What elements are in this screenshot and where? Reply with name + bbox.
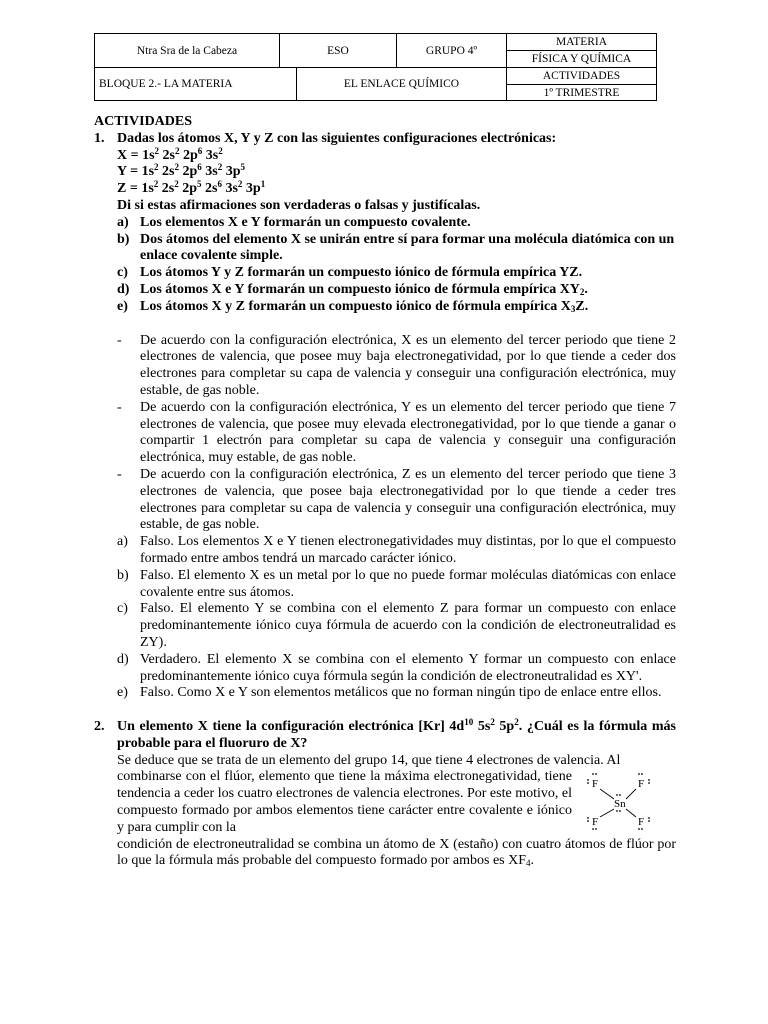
config-y: $Y = 1s^2$ $2s^2$ $2p^6$ $3s^2$ $3p^5$ [117,162,246,180]
question-2 [94,719,676,753]
spacer [94,316,676,333]
answer-c: c) Falso. El elemento Y se combina con el elemento Z para formar un compuesto con enlace predominantemente iónico cuya fórmula de acuerdo con la condición de electroneutralidad es ZY). [117,601,676,650]
statement-list [94,215,676,316]
instruction: Di si estas afirmaciones son verdaderas o falsas y justifícalas. [117,197,481,213]
explanation-y: - De acuerdo con la configuración electrónica, Y es un elemento del tercer periodo que tiene 7 electrones de valencia, que posee muy elevada electronegatividad, por lo que tiende a ganar o compartir 1 electrón para completar su capa de valencia y conseguir una configuración electrónica, muy estable, de gas noble. [117,399,676,466]
sncl4-lewis-structure [586,769,676,831]
statement-a: a) Los elementos X e Y formarán un compuesto covalente. [117,214,471,230]
answer-d: d) Verdadero. El elemento X se combina con el elemento Y formar un compuesto con enlace predominantemente iónico cuya fórmula según la condición de electroneutralidad es XY'. [117,651,676,684]
question-prompt: Dadas los átomos X, Y y Z con las siguientes configuraciones electrónicas: [117,130,557,146]
answer-tail: condición de electroneutralidad se combina un átomo de X (estaño) con cuatro átomos de flúor por lo que la fórmula más probable del compuesto formado por ambos es $XF_4$. [117,836,676,869]
header-school: Ntra Sra de la Cabeza [136,44,238,57]
statement-c: c) Los átomos Y y Z formarán un compuesto iónico de fórmula empírica YZ. [117,265,583,281]
question-1 [94,131,676,148]
header-level: ESO [327,44,349,57]
statement-e: e) Los átomos X y Z formarán un compuesto iónico de fórmula empírica $X_3Z$. [117,298,589,314]
header-block: BLOQUE 2.- LA MATERIA [99,78,233,90]
fluorine-atom: F [638,777,645,790]
answer-wrapped-text: combinarse con el flúor, elemento que tiene la máxima electronegatividad, tiene tendencia a ceder los cuatro electrones de valencia electrones. Por este motivo, el compuesto formado por ambos elementos tiene carácter entre covalente e iónico y para cumplir con la [117,769,572,835]
header-topic: EL ENLACE QUÍMICO [343,78,460,90]
question-number: 1. [94,130,105,146]
answer-e: e) Falso. Como X e Y son elementos metálicos que no forman ningún tipo de enlace entre ellos. [117,685,662,701]
header-table [94,33,657,101]
explanation-x: - De acuerdo con la configuración electrónica, X es un elemento del tercer periodo que tiene 2 electrones de valencia, que posee muy baja electronegatividad, por lo que tiende a ceder dos electrones para completar su capa de valencia y conseguir una configuración electrónica, muy estable, de gas noble. [117,332,676,398]
answer-a: a) Falso. Los elementos X e Y tienen electronegatividades muy distintas, por lo que el compuesto formado entre ambos tendrá un marcado carácter iónico. [117,534,676,566]
question-2-answer [94,753,676,871]
document-body [94,114,676,870]
tin-atom: Sn [614,797,626,810]
section-title: ACTIVIDADES [94,114,193,129]
question-prompt: Un elemento X tiene la configuración electrónica [Kr] $4d^{10}$ $5s^2$ $5p^2$. ¿Cuál es la fórmula más probable para el fluoruro de X? [117,717,677,751]
question-number: 2. [94,719,105,735]
answer-line: Se deduce que se trata de un elemento del grupo 14, que tiene 4 electrones de valencia. Al [117,752,621,768]
explanation-z: - De acuerdo con la configuración electrónica, Z es un elemento del tercer periodo que tiene 3 electrones de valencia, que posee baja electronegatividad por lo que tiende a ceder tres electrones para completar su capa de valencia y conseguir una configuración electrónica, muy estable, de gas noble. [117,466,676,533]
answer-b: b) Falso. El elemento X es un metal por lo que no puede formar moléculas diatómicas con enlace covalente entre sus átomos. [117,567,676,600]
header-group: GRUPO 4º [425,44,478,57]
header-materia-label: MATERIA [555,36,608,48]
config-x: $X = 1s^2$ $2s^2$ $2p^6$ $3s^2$ [117,145,223,163]
fluorine-atom: F [592,777,599,790]
header-type-label: ACTIVIDADES [542,70,621,82]
spacer [94,702,676,719]
fluorine-atom: F [592,815,599,828]
statement-b: b) Dos átomos del elemento X se unirán entre sí para formar una molécula diatómica con un enlace covalente simple. [117,231,675,264]
header-trimester: 1º TRIMESTRE [543,86,620,99]
fluorine-atom: F [638,815,645,828]
config-z: $Z = 1s^2$ $2s^2$ $2p^5$ $2s^6$ $3s^2$ $3p^1$ [117,179,266,197]
statement-d: d) Los átomos X e Y formarán un compuesto iónico de fórmula empírica $XY_2$. [117,281,588,297]
header-materia-value: FÍSICA Y QUÍMICA [531,53,632,65]
